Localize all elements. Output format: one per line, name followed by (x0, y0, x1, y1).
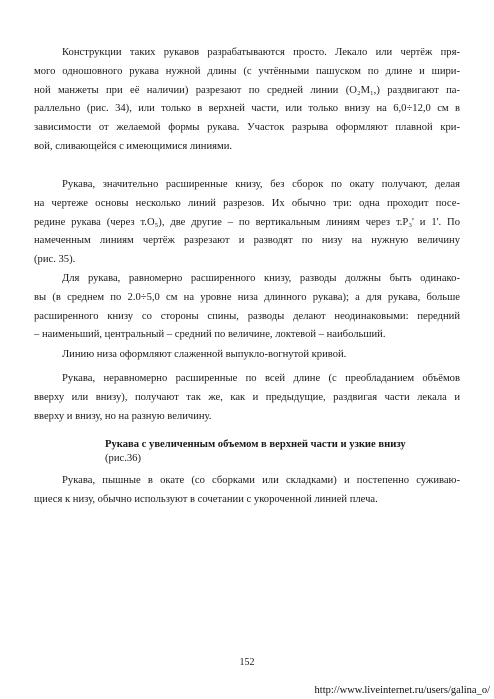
text-line: (рис. 35). (34, 254, 76, 266)
page-number: 152 (239, 657, 255, 668)
paragraph-5 (34, 370, 460, 426)
text-line: Рукава, неравномерно расширенные по всей длине (с преобладанием объёмов (62, 373, 460, 384)
text-line: на чертеже основы несколько линий разрезов. Их обычно три: одна проходит посе- (34, 197, 460, 209)
paragraph-1 (34, 44, 460, 157)
text-line: – наименьший, центральный – средний по величине, локтевой – наибольший. (34, 329, 386, 341)
text-line: ной манжеты при её наличии) разрезают по средней линии (O₂M₁,) раздвигают па- (34, 84, 460, 96)
text-line: Рукава, пышные в окате (со сборками или складками) и постепенно суживаю- (62, 475, 460, 486)
heading-figure-ref: (рис.36) (105, 453, 141, 464)
text-line: щиеся к низу, обычно используют в сочетании с укороченной линией плеча. (34, 493, 378, 505)
text-line: вверху и внизу, но на разную величину. (34, 410, 212, 422)
paragraph-2 (34, 176, 460, 270)
source-url: http://www.liveinternet.ru/users/galina_o/ (314, 685, 490, 696)
heading-title: Рукава с увеличенным объемом в верхней части и узкие внизу (105, 439, 406, 450)
paragraph-4 (34, 346, 460, 365)
text-line: мого одношовного рукава нужной длины (с учтёнными пашуском по длине и шири- (34, 65, 460, 77)
text-line: Линию низа оформляют слаженной выпукло-вогнутой кривой. (62, 349, 347, 360)
text-line: Для рукава, равномерно расширенного книзу, разводы должны быть одинако- (62, 273, 460, 284)
text-line: вверху или внизу), получают так же, как и предыдущие, раздвигая части лекала и (34, 391, 460, 403)
paragraph-6 (34, 472, 460, 510)
text-line: Конструкции таких рукавов разрабатываются просто. Лекало или чертёж пря- (62, 47, 460, 58)
section-heading (105, 438, 465, 466)
text-line: расширенного книзу со стороны спины, разводы делают неодинаковыми: передний (34, 310, 460, 322)
text-line: вой, сливающейся с имеющимися линиями. (34, 140, 233, 152)
text-line: редине рукава (через т.O₅), две другие – по вертикальным линиям через т.P₃' и 1'. По (34, 216, 460, 228)
text-line: намеченным линиям чертёж разрезают и разводят по низу на нужную величину (34, 235, 460, 247)
paragraph-3 (34, 270, 460, 345)
text-line: вы (в среднем по 2.0÷5,0 см на уровне низа длинного рукава); а для рукава, больше (34, 291, 460, 303)
text-line: Рукава, значительно расширенные книзу, без сборок по окату получают, делая (62, 179, 460, 190)
text-line: раллельно (рис. 34), или только в верхней части, или только внизу на 6,0÷12,0 см в (34, 103, 460, 115)
text-line: зависимости от желаемой формы рукава. Участок разрыва оформляют плавной кри- (34, 122, 460, 134)
